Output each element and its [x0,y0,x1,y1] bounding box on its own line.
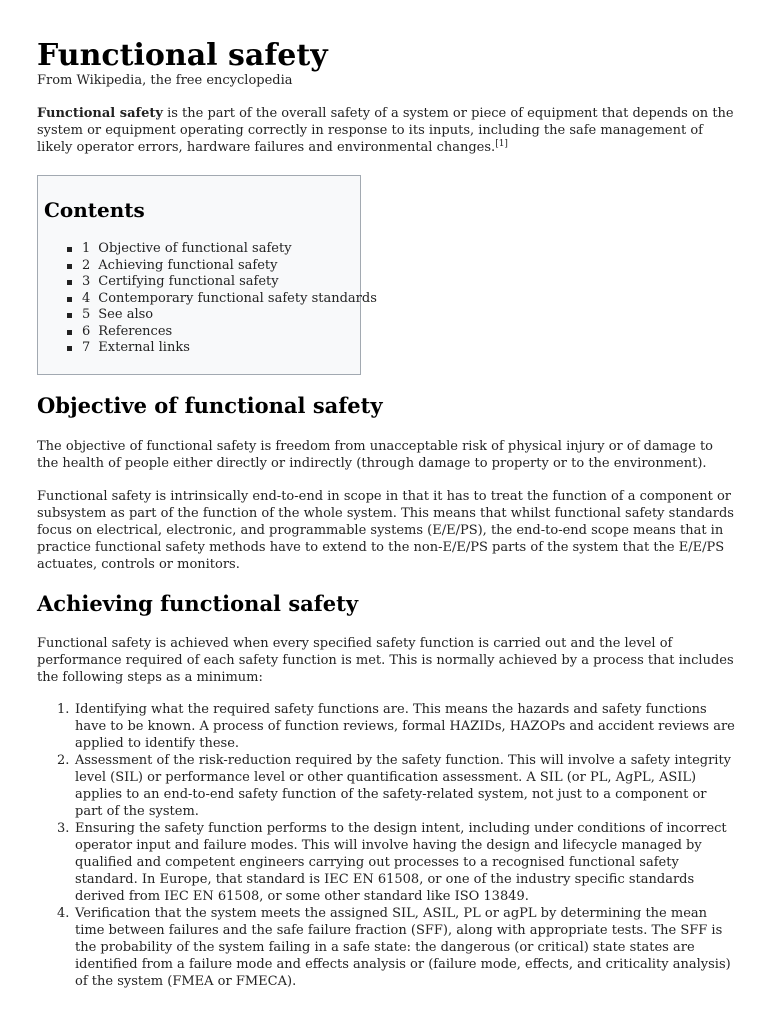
list-item [37,905,737,990]
objective-paragraph-2: Functional safety is intrinsically end-to-end in scope in that it has to treat the function of a component or subsystem as part of the function of the whole system. This means that whilst functional safety standards focus on electrical, electronic, and programmable systems (E/E/PS), the end-to-end scope means that in practice functional safety methods have to extend to the non-E/E/PS parts of the system that the E/E/PS actuates, controls or monitors. [37,489,734,572]
list-item-marker: 2. [57,753,70,768]
lead-paragraph [37,105,737,156]
toc-item-number: 5 [82,307,91,322]
list-item-marker: 3. [57,821,70,836]
achieving-intro: Functional safety is achieved when every specified safety function is carried out and the level of performance required of each safety function is met. This is normally achieved by a process that includes the following steps as a minimum: [37,636,734,685]
toc-item-certifying[interactable] [82,274,377,291]
lead-bold-term: Functional safety [37,106,163,121]
toc-item-label: References [98,323,173,339]
toc-item-label: Objective of functional safety [98,241,292,256]
toc-item-external-links[interactable] [82,340,377,357]
toc-item-number: 3 [82,274,91,289]
toc-item-label: External links [98,340,190,355]
list-item-marker: 1. [57,702,70,717]
list-item-text: Identifying what the required safety functions are. This means the hazards and safety functions have to be known. A process of function reviews, formal HAZIDs, HAZOPs and accident reviews are applied to identify these. [75,702,735,751]
citation-link[interactable]: [1] [495,139,508,149]
toc-item-number: 2 [82,257,91,273]
page-title: Functional safety [37,38,328,73]
toc-item-number: 4 [82,290,91,306]
toc-item-label: Achieving functional safety [98,257,278,273]
toc-item-see-also[interactable] [82,307,377,324]
toc-title: Contents [44,198,145,222]
list-item-text: Assessment of the risk-reduction required by the safety function. This will involve a safety integrity level (SIL) or performance level or other quantification assessment. A SIL (or PL, AgPL, ASIL) applies to an end-to-end safety function of the safety-related system, not just to a component or part of the system. [75,753,732,819]
section-heading-objective: Objective of functional safety [37,393,383,418]
objective-paragraph-1: The objective of functional safety is freedom from unacceptable risk of physical injury or of damage to the health of people either directly or indirectly (through damage to property or to the environment). [37,439,714,471]
toc-item-label: Certifying functional safety [98,274,279,289]
table-of-contents [37,175,377,375]
list-item-marker: 4. [57,906,70,921]
toc-item-achieving[interactable] [82,258,377,275]
page-subtitle: From Wikipedia, the free encyclopedia [37,73,293,88]
toc-item-number: 7 [82,340,91,355]
list-item-text: Ensuring the safety function performs to the design intent, including under conditions of incorrect operator input and failure modes. This will involve having the design and lifecycle managed by qualified and competent engineers carrying out processes to a recognised functional safety standard. In Europe, that standard is IEC EN 61508, or one of the industry specific standards derived from IEC EN 61508, or some other standard like ISO 13849. [75,821,727,904]
toc-item-references[interactable] [82,324,377,341]
list-item [37,820,737,905]
toc-item-standards[interactable] [82,291,377,308]
list-item-text: Verification that the system meets the assigned SIL, ASIL, PL or agPL by determining the mean time between failures and the safe failure fraction (SFF), along with appropriate tests. The SFF is the probability of the system failing in a safe state: the dangerous (or critical) state states are identified from a failure mode and effects analysis or (failure mode, effects, and criticality analysis) of the system (FMEA or FMECA). [75,906,731,989]
toc-item-label: Contemporary functional safety standards [98,290,377,306]
toc-item-number: 1 [82,241,91,256]
section-heading-achieving: Achieving functional safety [37,591,359,616]
toc-item-number: 6 [82,323,91,339]
toc-item-label: See also [98,307,154,322]
list-item [37,752,737,820]
toc-item-objective[interactable] [82,241,377,258]
achieving-steps-list [37,701,737,990]
list-item [37,701,737,752]
toc-list [82,241,377,357]
lead-text: is the part of the overall safety of a system or piece of equipment that depends on the system or equipment operating correctly in response to its inputs, including the safe management of likely operator errors, hardware failures and environmental changes. [37,106,734,155]
